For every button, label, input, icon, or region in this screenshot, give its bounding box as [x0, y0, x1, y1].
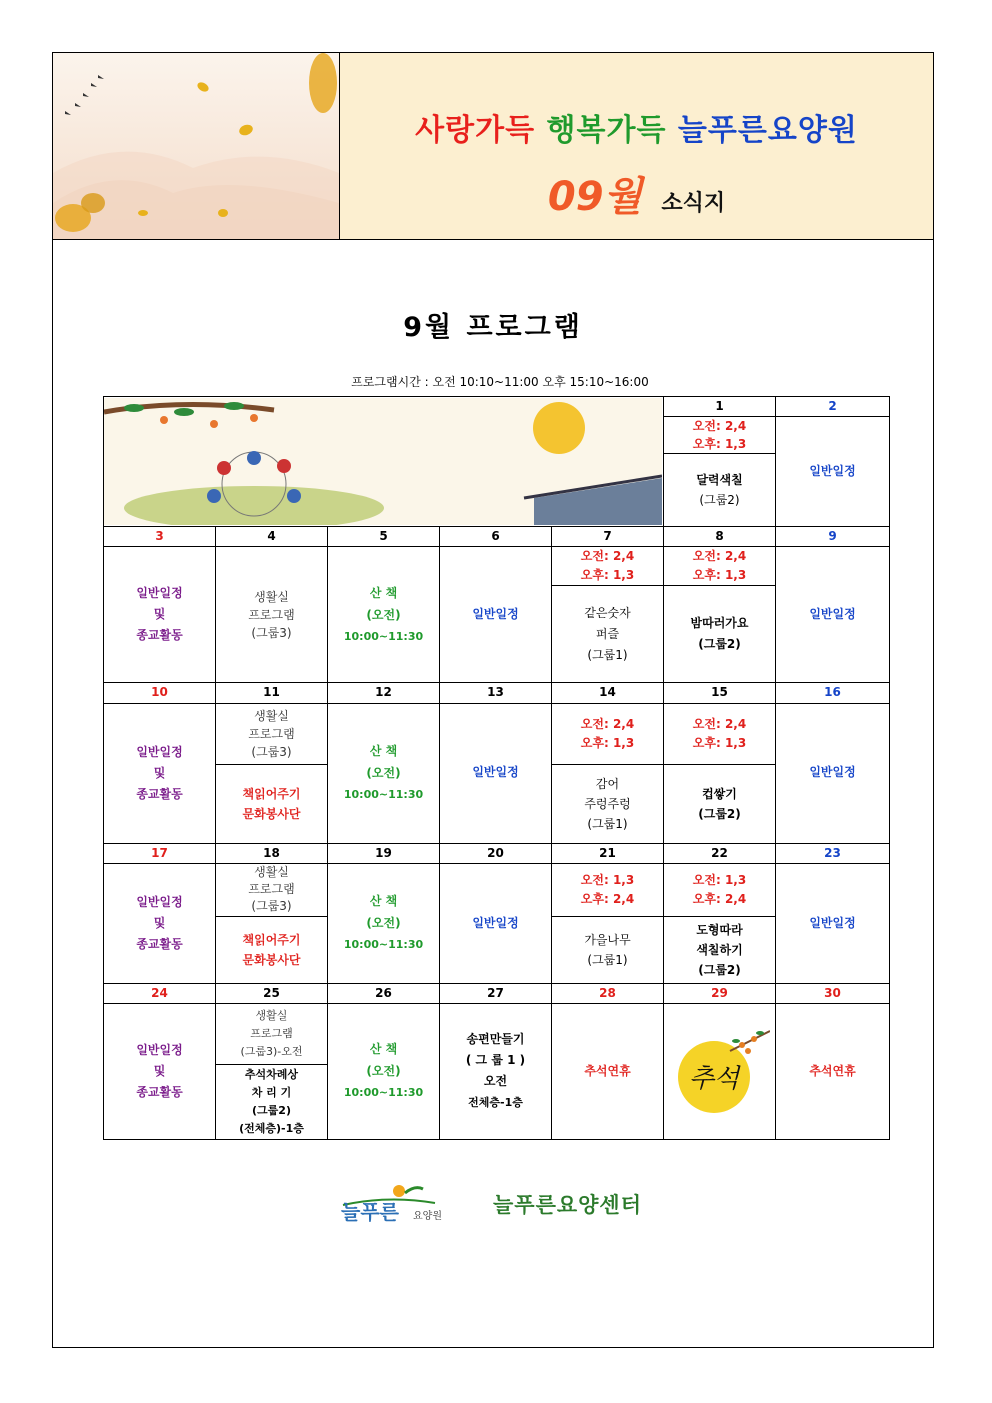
header-title-box — [340, 53, 933, 239]
d8-am: 오전: 2,4 — [692, 549, 747, 564]
autumn-illustration — [53, 53, 340, 239]
d15-pm: 오후: 1,3 — [692, 735, 747, 750]
slogan-love: 사랑가득 — [415, 113, 536, 148]
d5-l1: 산 책 — [369, 585, 398, 600]
chuseok-text: 추석 — [688, 1064, 739, 1095]
issue-month: 09월 — [547, 174, 643, 220]
d3-l1: 일반일정 — [136, 586, 183, 601]
day-30: 30 — [776, 983, 890, 1003]
day3-activity — [104, 547, 216, 683]
issue-line — [340, 165, 933, 222]
day10-activity — [104, 703, 216, 843]
d10-l1: 일반일정 — [136, 744, 183, 759]
day5-activity — [328, 547, 440, 683]
day15-activity — [664, 764, 776, 843]
day24-activity — [104, 1003, 216, 1139]
d11-b2: 문화봉사단 — [242, 806, 301, 821]
slogan — [340, 105, 933, 149]
d7-pm: 오후: 1,3 — [580, 568, 635, 583]
d12-l3: 10:00~11:30 — [343, 788, 424, 802]
day-14: 14 — [552, 683, 664, 703]
d11-t1: 생활실 — [254, 708, 289, 723]
d24-l3: 종교활동 — [136, 1084, 183, 1099]
d7-a3: (그룹1) — [587, 647, 628, 662]
day19-activity — [328, 863, 440, 983]
d18-t2: 프로그램 — [248, 882, 295, 897]
d18-b1: 책읽어주기 — [242, 932, 301, 947]
d7-am: 오전: 2,4 — [580, 549, 635, 564]
chuseok-illustration — [104, 397, 664, 527]
d4-l1: 생활실 — [254, 589, 289, 604]
day2-activity: 일반일정 — [776, 417, 890, 527]
day-10: 10 — [104, 683, 216, 703]
d3-l3: 종교활동 — [136, 628, 183, 643]
day18-activity-bottom — [216, 916, 328, 983]
d27-l4: 전체층-1층 — [468, 1096, 523, 1110]
d15-a2: (그룹2) — [698, 806, 741, 821]
week3-row1 — [104, 703, 890, 764]
d19-l2: (오전) — [366, 916, 401, 931]
issue-label: 소식지 — [661, 191, 726, 216]
day1-activity — [664, 454, 776, 527]
header — [53, 53, 933, 240]
day-19: 19 — [328, 843, 440, 863]
d26-l1: 산 책 — [369, 1042, 398, 1057]
day12-activity — [328, 703, 440, 843]
day20-activity: 일반일정 — [440, 863, 552, 983]
day15-schedule — [664, 703, 776, 764]
day-29: 29 — [664, 983, 776, 1003]
d11-t3: (그룹3) — [251, 744, 292, 759]
day17-activity — [104, 863, 216, 983]
day-18: 18 — [216, 843, 328, 863]
program-title: 9월 프로그램 — [403, 312, 583, 343]
day25-activity-top — [216, 1003, 328, 1064]
day29-chuseok — [664, 1003, 776, 1139]
chuseok-moon-icon — [670, 1021, 770, 1121]
day18-activity-top — [216, 863, 328, 916]
day-28: 28 — [552, 983, 664, 1003]
d22-a3: (그룹2) — [698, 962, 741, 977]
d19-l1: 산 책 — [369, 894, 398, 909]
d21-a1: 가을나무 — [584, 932, 631, 947]
day4-activity — [216, 547, 328, 683]
d17-l3: 종교활동 — [136, 936, 183, 951]
week3-header — [104, 683, 890, 703]
day1-schedule — [664, 417, 776, 454]
week1-header — [104, 397, 890, 417]
day-17: 17 — [104, 843, 216, 863]
d14-am: 오전: 2,4 — [580, 716, 635, 731]
d11-t2: 프로그램 — [248, 726, 295, 741]
day30-activity: 추석연휴 — [776, 1003, 890, 1139]
logo-text: 늘푸른 — [341, 1200, 399, 1223]
day22-schedule — [664, 863, 776, 916]
day23-activity: 일반일정 — [776, 863, 890, 983]
d27-l3: 오전 — [483, 1074, 508, 1089]
logo-sub: 요양원 — [413, 1211, 442, 1222]
day-16: 16 — [776, 683, 890, 703]
d7-a1: 같은숫자 — [584, 605, 631, 620]
day21-activity — [552, 916, 664, 983]
day-25: 25 — [216, 983, 328, 1003]
day9-activity: 일반일정 — [776, 547, 890, 683]
d15-am: 오전: 2,4 — [692, 716, 747, 731]
day1-am: 오전: 2,4 — [692, 419, 747, 434]
day1-act-name: 달력색칠 — [696, 473, 743, 488]
slogan-name: 늘푸른요양원 — [677, 113, 858, 148]
day14-schedule — [552, 703, 664, 764]
d25-t2: 프로그램 — [250, 1026, 293, 1040]
day-15: 15 — [664, 683, 776, 703]
day1-pm: 오후: 1,3 — [692, 437, 747, 452]
d25-t1: 생활실 — [255, 1008, 288, 1022]
d8-pm: 오후: 1,3 — [692, 568, 747, 583]
d18-t3: (그룹3) — [251, 899, 292, 914]
day-24: 24 — [104, 983, 216, 1003]
day22-activity — [664, 916, 776, 983]
d21-pm: 오후: 2,4 — [580, 891, 635, 906]
d26-l2: (오전) — [366, 1064, 401, 1079]
day26-activity — [328, 1003, 440, 1139]
day-23: 23 — [776, 843, 890, 863]
day25-activity-bottom — [216, 1064, 328, 1139]
day16-activity: 일반일정 — [776, 703, 890, 843]
d15-a1: 컵쌓기 — [702, 786, 737, 801]
day-2: 2 — [776, 397, 890, 417]
day27-activity — [440, 1003, 552, 1139]
d7-a2: 퍼즐 — [595, 626, 620, 641]
d24-l2: 및 — [153, 1063, 166, 1078]
d27-l2: ( 그 룹 1 ) — [465, 1053, 526, 1068]
d12-l1: 산 책 — [369, 744, 398, 759]
d26-l3: 10:00~11:30 — [343, 1086, 424, 1100]
d25-b4: (전체층)-1층 — [239, 1121, 304, 1135]
d4-l2: 프로그램 — [248, 607, 295, 622]
day-12: 12 — [328, 683, 440, 703]
d14-pm: 오후: 1,3 — [580, 735, 635, 750]
d17-l2: 및 — [153, 915, 166, 930]
day-4: 4 — [216, 527, 328, 547]
day-7: 7 — [552, 527, 664, 547]
day-27: 27 — [440, 983, 552, 1003]
d11-b1: 책읽어주기 — [242, 786, 301, 801]
d18-t1: 생활실 — [254, 865, 289, 880]
day28-activity: 추석연휴 — [552, 1003, 664, 1139]
d5-l3: 10:00~11:30 — [343, 629, 424, 643]
week5-row1 — [104, 1003, 890, 1064]
day8-schedule — [664, 547, 776, 586]
day-20: 20 — [440, 843, 552, 863]
d12-l2: (오전) — [366, 766, 401, 781]
d14-a2: 주렁주렁 — [584, 796, 631, 811]
d21-a2: (그룹1) — [587, 952, 628, 967]
center-name: 늘푸른요양센터 — [493, 1193, 643, 1217]
day6-activity: 일반일정 — [440, 547, 552, 683]
day8-activity — [664, 586, 776, 683]
day7-schedule — [552, 547, 664, 586]
d10-l2: 및 — [153, 765, 166, 780]
program-calendar — [103, 396, 890, 1140]
newsletter-page — [52, 52, 934, 1348]
day21-schedule — [552, 863, 664, 916]
d21-am: 오전: 1,3 — [580, 872, 635, 887]
d8-a1: 밤따러가요 — [690, 616, 749, 631]
slogan-happy: 행복가득 — [546, 113, 667, 148]
week2-header — [104, 527, 890, 547]
day1-act-group: (그룹2) — [699, 493, 740, 508]
d25-b1: 추석차례상 — [244, 1067, 299, 1081]
week5-header — [104, 983, 890, 1003]
day13-activity: 일반일정 — [440, 703, 552, 843]
day-9: 9 — [776, 527, 890, 547]
d14-a1: 감어 — [595, 776, 620, 791]
day-11: 11 — [216, 683, 328, 703]
d19-l3: 10:00~11:30 — [343, 938, 424, 952]
day-1: 1 — [664, 397, 776, 417]
program-time: 프로그램시간 : 오전 10:10~11:00 오후 15:10~16:00 — [351, 375, 649, 389]
day7-activity — [552, 586, 664, 683]
d17-l1: 일반일정 — [136, 894, 183, 909]
d25-b3: (그룹2) — [252, 1103, 291, 1117]
d5-l2: (오전) — [366, 607, 401, 622]
week4-row1 — [104, 863, 890, 916]
d25-b2: 차 리 기 — [251, 1085, 292, 1099]
center-logo — [339, 1183, 459, 1223]
d4-l3: (그룹3) — [251, 625, 292, 640]
day-8: 8 — [664, 527, 776, 547]
d3-l2: 및 — [153, 607, 166, 622]
d22-a2: 색칠하기 — [696, 942, 743, 957]
d22-am: 오전: 1,3 — [692, 872, 747, 887]
d22-pm: 오후: 2,4 — [692, 891, 747, 906]
day-21: 21 — [552, 843, 664, 863]
d22-a1: 도형따라 — [696, 922, 743, 937]
day-22: 22 — [664, 843, 776, 863]
day11-activity-bottom — [216, 764, 328, 843]
day-26: 26 — [328, 983, 440, 1003]
day-6: 6 — [440, 527, 552, 547]
d24-l1: 일반일정 — [136, 1042, 183, 1057]
d8-a2: (그룹2) — [698, 637, 741, 652]
d27-l1: 송편만들기 — [466, 1032, 525, 1047]
d10-l3: 종교활동 — [136, 786, 183, 801]
week4-header — [104, 843, 890, 863]
footer — [53, 1183, 933, 1223]
day-13: 13 — [440, 683, 552, 703]
week2-row1 — [104, 547, 890, 586]
day14-activity — [552, 764, 664, 843]
d25-t3: (그룹3)-오전 — [240, 1044, 303, 1058]
d18-b2: 문화봉사단 — [242, 952, 301, 967]
d14-a3: (그룹1) — [587, 816, 628, 831]
day-5: 5 — [328, 527, 440, 547]
day-3: 3 — [104, 527, 216, 547]
day11-activity-top — [216, 703, 328, 764]
